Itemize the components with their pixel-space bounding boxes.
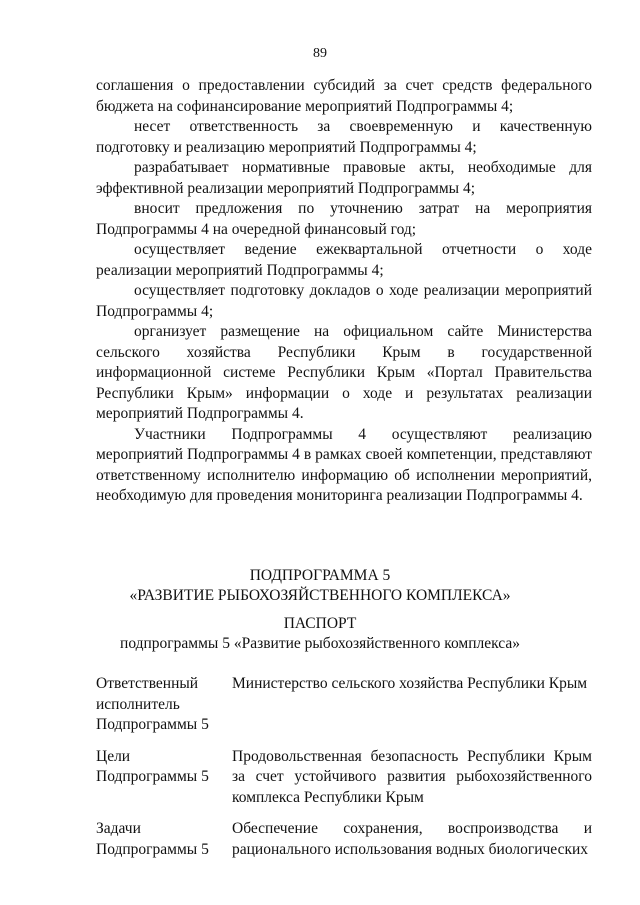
- page-number: 89: [313, 46, 327, 61]
- paragraph: несет ответственность за своевременную и качественную подготовку и реализацию мероприятий Подпрограммы 4;: [96, 118, 592, 156]
- passport-row-value: Продовольственная безопасность Республики Крым за счет устойчивого развития рыбохозяйственного комплекса Республики Крым: [232, 747, 592, 806]
- body-text: [96, 76, 592, 507]
- subprogram-heading: [0, 566, 640, 606]
- passport-subtitle: подпрограммы 5 «Развитие рыбохозяйственного комплекса»: [120, 635, 520, 652]
- subprogram-name: «РАЗВИТИЕ РЫБОХОЗЯЙСТВЕННОГО КОМПЛЕКСА»: [129, 587, 511, 604]
- passport-row-label: Цели Подпрограммы 5: [96, 747, 209, 785]
- paragraph: разрабатывает нормативные правовые акты, необходимые для эффективной реализации мероприятий Подпрограммы 4;: [96, 159, 592, 197]
- paragraph: вносит предложения по уточнению затрат на мероприятия Подпрограммы 4 на очередной финансовый год;: [96, 200, 592, 238]
- paragraph: осуществляет подготовку докладов о ходе реализации мероприятий Подпрограммы 4;: [96, 282, 592, 320]
- passport-row-label: Задачи Подпрограммы 5: [96, 820, 209, 858]
- passport-table: [96, 674, 592, 871]
- passport-row-label: Ответственный исполнитель Подпрограммы 5: [96, 675, 209, 733]
- passport-title: ПАСПОРТ: [283, 615, 357, 632]
- passport-row: [96, 819, 592, 860]
- passport-row: [96, 674, 592, 736]
- passport-row: [96, 747, 592, 809]
- paragraph: Участники Подпрограммы 4 осуществляют реализацию мероприятий Подпрограммы 4 в рамках своей компетенции, представляют ответственному исполнителю информацию об исполнении мероприятий, необходимую для проведения мониторинга реализации Подпрограммы 4.: [96, 425, 592, 504]
- subprogram-title: ПОДПРОГРАММА 5: [249, 567, 391, 584]
- paragraph: организует размещение на официальном сайте Министерства сельского хозяйства Республики Крым в государственной информационной системе Республики Крым «Портал Правительства Республики Крым» информации о ходе и результатах реализации мероприятий Подпрограммы 4.: [96, 323, 592, 422]
- paragraph: соглашения о предоставлении субсидий за счет средств федерального бюджета на софинансирование мероприятий Подпрограммы 4;: [96, 77, 592, 115]
- passport-heading: [0, 614, 640, 654]
- passport-row-value: Министерство сельского хозяйства Республики Крым: [232, 675, 588, 692]
- paragraph: осуществляет ведение ежеквартальной отчетности о ходе реализации мероприятий Подпрограммы 4;: [96, 241, 592, 279]
- passport-row-value: Обеспечение сохранения, воспроизводства и рационального использования водных биологических: [232, 820, 592, 858]
